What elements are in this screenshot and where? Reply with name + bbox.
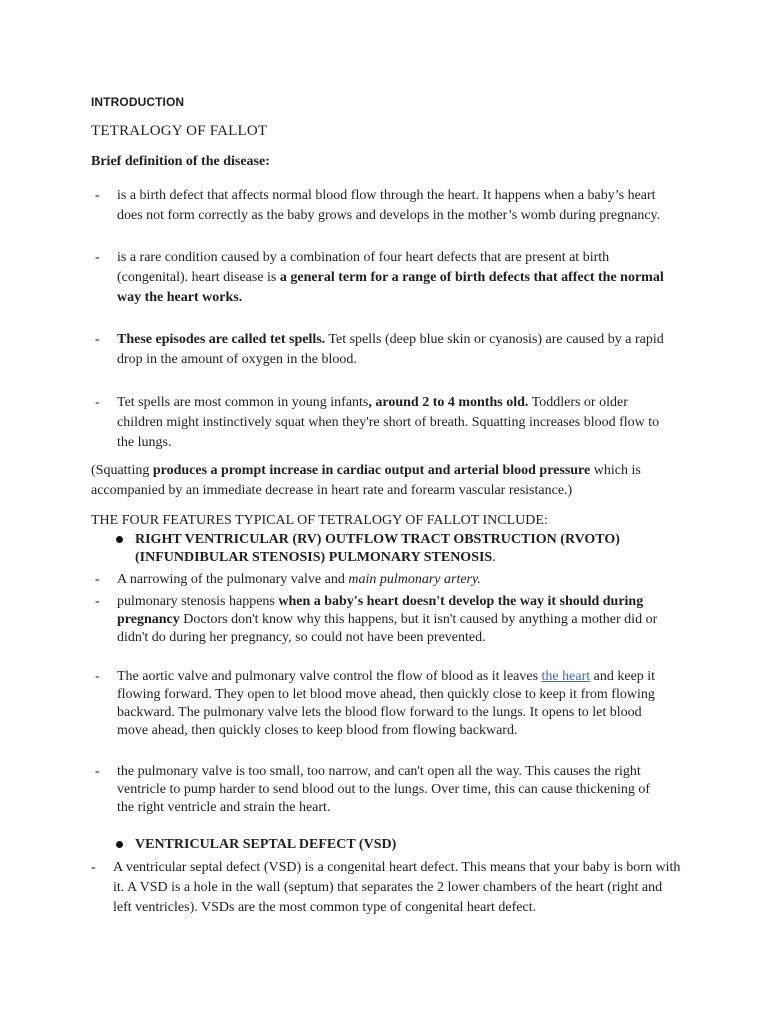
the-heart-link[interactable]: the heart — [541, 669, 591, 684]
list-dash: - — [91, 860, 96, 875]
section-heading-introduction: INTRODUCTION — [91, 95, 185, 109]
list-dash: - — [95, 764, 100, 779]
bullet-icon — [116, 536, 123, 543]
list-dash: - — [95, 572, 100, 587]
list-item: These episodes are called tet spells. Tet spells (deep blue skin or cyanosis) are caused by a rapid drop in the amount of oxygen in the blood. — [117, 332, 664, 367]
list-item: The aortic valve and pulmonary valve control the flow of blood as it leaves the heart and keep it flowing forward. They open to let blood move ahead, then quickly close to keep it from flowing backward. The pulmonary valve lets the blood flow forward to the lungs. It opens to let blood move ahead, then quickly closes to keep blood from flowing backward. — [117, 669, 656, 738]
list-item: is a birth defect that affects normal blood flow through the heart. It happens when a baby’s heart does not form correctly as the baby grows and develops in the mother’s womb during pregnancy. — [117, 188, 661, 223]
bullet-icon — [116, 841, 123, 848]
list-dash: - — [95, 594, 100, 609]
list-item: Tet spells are most common in young infants, around 2 to 4 months old. Toddlers or older children might instinctively squat when they're short of breath. Squatting increases blood flow to the lungs. — [117, 395, 660, 450]
squatting-paragraph: (Squatting produces a prompt increase in cardiac output and arterial blood pressure which is accompanied by an immediate decrease in heart rate and forearm vascular resistance.) — [91, 463, 641, 498]
list-dash: - — [95, 669, 100, 684]
vsd-heading: VENTRICULAR SEPTAL DEFECT (VSD) — [135, 837, 397, 852]
list-item: the pulmonary valve is too small, too narrow, and can't open all the way. This causes the right ventricle to pump harder to send blood out to the lungs. Over time, this can cause thickening of the right ventricle and strain the heart. — [117, 764, 651, 815]
list-item: pulmonary stenosis happens when a baby's heart doesn't develop the way it should during pregnancy Doctors don't know why this happens, but it isn't caused by anything a mother did or didn't do during her pregnancy, so could not have been prevented. — [117, 594, 658, 645]
list-item: A ventricular septal defect (VSD) is a congenital heart defect. This means that your baby is born with it. A VSD is a hole in the wall (septum) that separates the 2 lower chambers of the heart (right and left ventricles). VSDs are the most common type of congenital heart defect. — [113, 860, 681, 915]
list-dash: - — [95, 332, 100, 347]
list-dash: - — [95, 250, 100, 265]
rvoto-heading: RIGHT VENTRICULAR (RV) OUTFLOW TRACT OBSTRUCTION (RVOTO) (INFUNDIBULAR STENOSIS) PULMONARY STENOSIS. — [135, 532, 620, 565]
definition-subtitle: Brief definition of the disease: — [91, 154, 270, 169]
list-dash: - — [95, 395, 100, 410]
list-dash: - — [95, 188, 100, 203]
four-features-heading: THE FOUR FEATURES TYPICAL OF TETRALOGY OF FALLOT INCLUDE: — [91, 513, 548, 528]
list-item: is a rare condition caused by a combination of four heart defects that are present at birth (congenital). heart disease is a general term for a range of birth defects that affect the normal way the heart works. — [117, 250, 664, 305]
document-title: TETRALOGY OF FALLOT — [91, 123, 268, 139]
list-item: A narrowing of the pulmonary valve and main pulmonary artery. — [117, 572, 481, 587]
